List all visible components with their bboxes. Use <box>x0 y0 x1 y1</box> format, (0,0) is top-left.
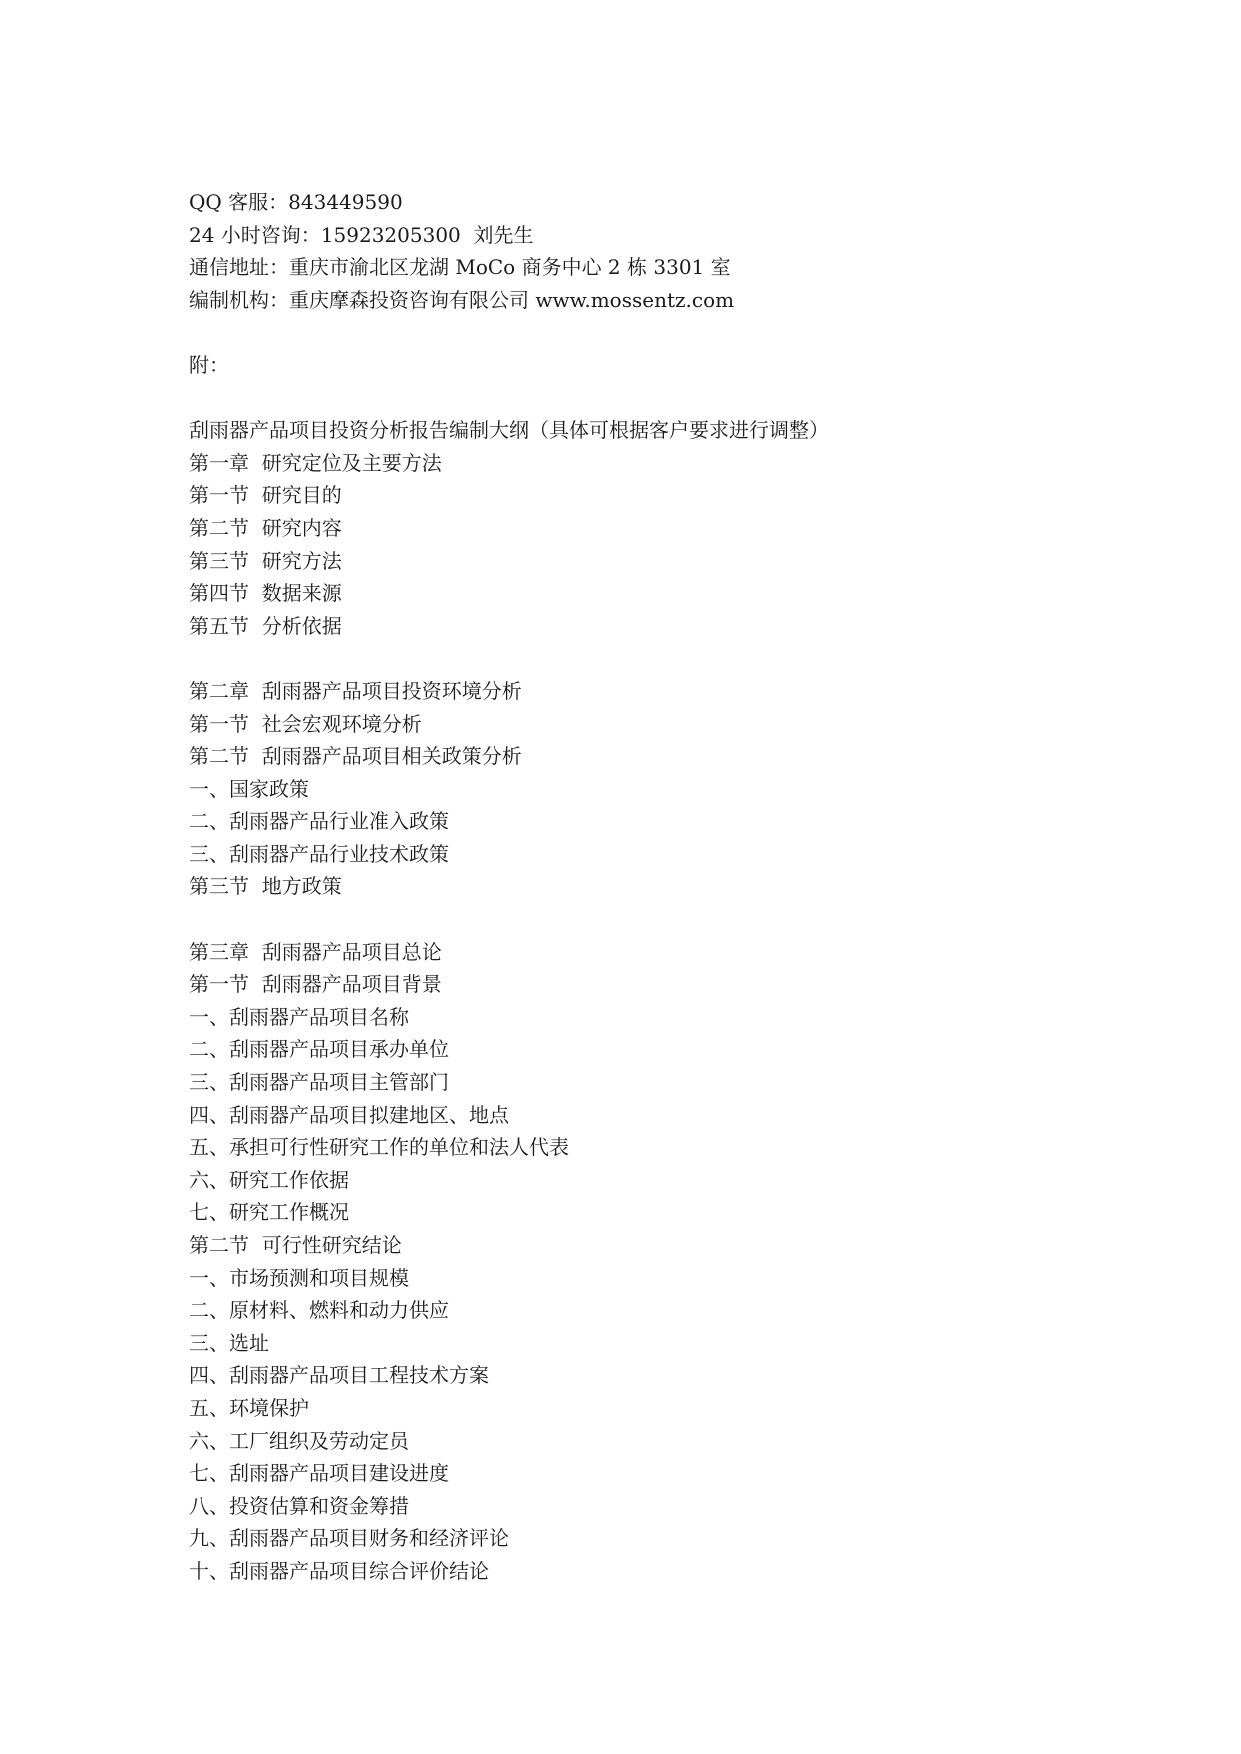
outline-item: 三、选址 <box>189 1330 269 1355</box>
chapter-3 <box>189 936 1149 1588</box>
spacer <box>189 642 1149 675</box>
outline-item: 六、研究工作依据 <box>189 1167 349 1192</box>
outline-item: 二、刮雨器产品行业准入政策 <box>189 809 449 834</box>
chapter-title: 第三章 刮雨器产品项目总论 <box>189 939 442 964</box>
outline-item: 第三节 地方政策 <box>189 874 342 899</box>
spacer <box>189 903 1149 936</box>
outline-item: 三、刮雨器产品项目主管部门 <box>189 1070 449 1095</box>
outline-item: 第二节 研究内容 <box>189 515 342 540</box>
outline-item: 第四节 数据来源 <box>189 581 342 606</box>
outline-title: 刮雨器产品项目投资分析报告编制大纲（具体可根据客户要求进行调整） <box>189 418 829 443</box>
outline-item: 二、刮雨器产品项目承办单位 <box>189 1037 449 1062</box>
chapter-title: 第二章 刮雨器产品项目投资环境分析 <box>189 678 522 703</box>
hotline-contact: 24 小时咨询：15923205300 刘先生 <box>189 222 534 247</box>
outline-item: 一、市场预测和项目规模 <box>189 1265 409 1290</box>
outline-item: 第一节 研究目的 <box>189 483 342 508</box>
outline-item: 第三节 研究方法 <box>189 548 342 573</box>
outline-item: 四、刮雨器产品项目拟建地区、地点 <box>189 1102 509 1127</box>
outline-item: 第五节 分析依据 <box>189 613 342 638</box>
outline-item: 十、刮雨器产品项目综合评价结论 <box>189 1558 489 1583</box>
chapter-title: 第一章 研究定位及主要方法 <box>189 450 442 475</box>
mailing-address: 通信地址：重庆市渝北区龙湖 MoCo 商务中心 2 栋 3301 室 <box>189 255 731 280</box>
compiling-organization: 编制机构：重庆摩森投资咨询有限公司 www.mossentz.com <box>189 287 735 312</box>
outline-item: 八、投资估算和资金筹措 <box>189 1493 409 1518</box>
spacer <box>189 382 1149 415</box>
outline-item: 五、环境保护 <box>189 1395 309 1420</box>
outline-item: 七、研究工作概况 <box>189 1200 349 1225</box>
outline-item: 四、刮雨器产品项目工程技术方案 <box>189 1363 489 1388</box>
contact-block <box>189 186 1149 316</box>
outline-item: 七、刮雨器产品项目建设进度 <box>189 1461 449 1486</box>
chapter-1 <box>189 447 1149 643</box>
outline-item: 第一节 社会宏观环境分析 <box>189 711 422 736</box>
outline-item: 一、刮雨器产品项目名称 <box>189 1004 409 1029</box>
outline-item: 第一节 刮雨器产品项目背景 <box>189 972 442 997</box>
outline-item: 二、原材料、燃料和动力供应 <box>189 1298 449 1323</box>
spacer <box>189 316 1149 349</box>
outline-item: 三、刮雨器产品行业技术政策 <box>189 841 449 866</box>
appendix-label: 附： <box>189 352 229 377</box>
outline-item: 六、工厂组织及劳动定员 <box>189 1428 409 1453</box>
outline-item: 第二节 可行性研究结论 <box>189 1233 402 1257</box>
outline-item: 五、承担可行性研究工作的单位和法人代表 <box>189 1135 569 1160</box>
chapter-2 <box>189 675 1149 903</box>
outline-item: 第二节 刮雨器产品项目相关政策分析 <box>189 744 522 769</box>
qq-contact: QQ 客服：843449590 <box>189 190 403 214</box>
document-body <box>189 186 1149 1588</box>
outline-item: 九、刮雨器产品项目财务和经济评论 <box>189 1526 509 1551</box>
outline-item: 一、国家政策 <box>189 776 309 801</box>
